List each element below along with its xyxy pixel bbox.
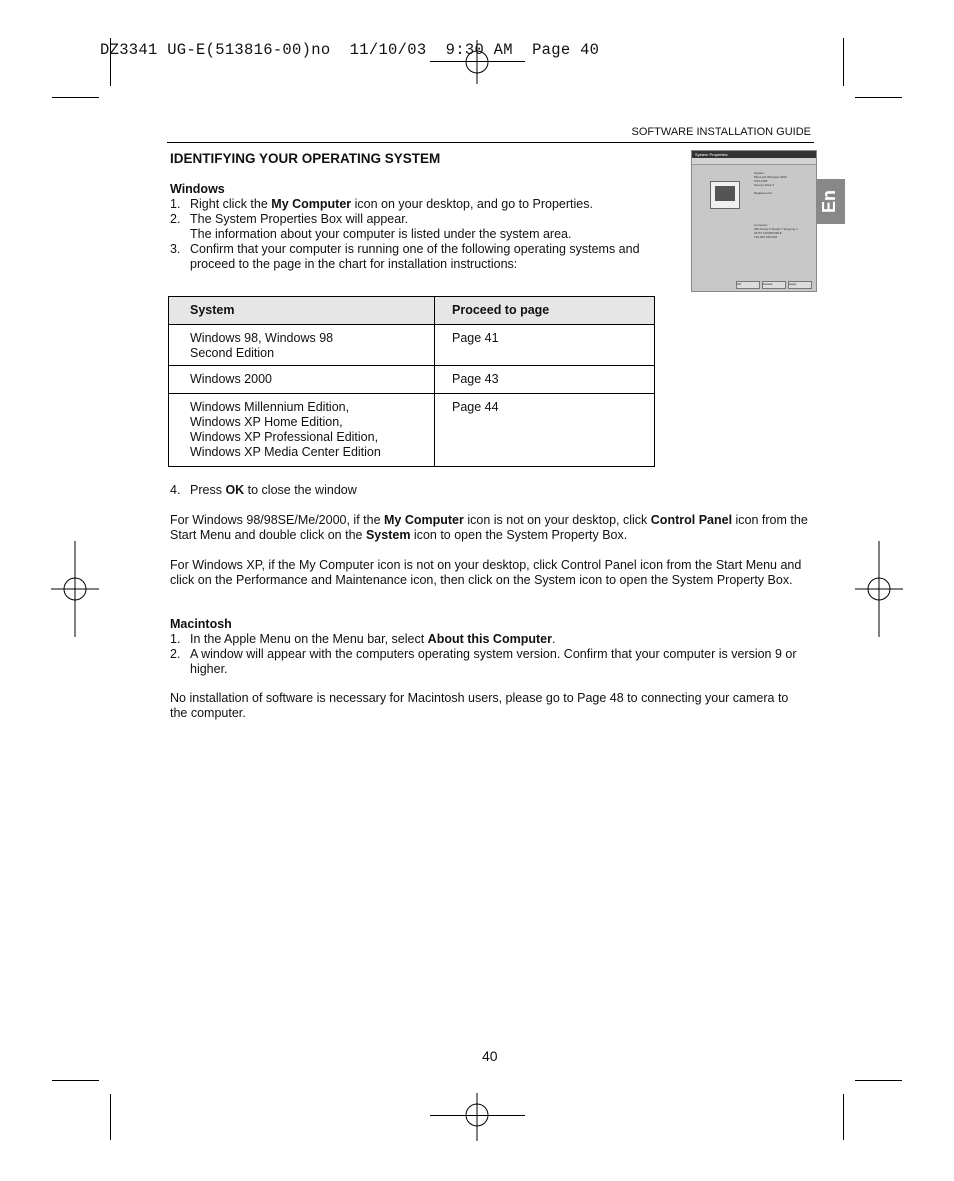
dialog-system-info: System: Microsoft Windows 2000 5.00.2195 Service Pack 3 Registered to: (754, 171, 787, 195)
windows-heading: Windows (170, 182, 225, 196)
table-row: Windows 98, Windows 98 Second Edition Page 41 (169, 325, 655, 366)
dialog-ok-button: OK (736, 281, 760, 289)
section-header: SOFTWARE INSTALLATION GUIDE (631, 126, 811, 138)
page-number: 40 (482, 1048, 498, 1064)
list-item: 2. The System Properties Box will appear. The information about your computer is listed under the system area. (170, 212, 572, 241)
registration-mark-icon (51, 541, 99, 637)
column-header: System (169, 297, 435, 325)
list-item: 1. In the Apple Menu on the Menu bar, select About this Computer. (170, 632, 556, 646)
list-item: 2. A window will appear with the computers operating system version. Confirm that your computer is version 9 or higher. (170, 647, 797, 676)
dialog-computer-info: Computer: x86 Family 6 Model 7 Stepping 3 AT/AT COMPATIBLE 130,032 KB RAM (754, 223, 798, 239)
os-table (168, 296, 655, 467)
system-properties-screenshot (691, 150, 817, 292)
print-slug: DZ3341 UG-E(513816-00)no 11/10/03 9:30 AM Page 40 (100, 41, 600, 59)
dialog-title: System Properties (692, 151, 816, 158)
page-title: IDENTIFYING YOUR OPERATING SYSTEM (170, 151, 441, 166)
table-header-row (169, 297, 655, 325)
macintosh-section (170, 617, 815, 677)
language-tab (814, 179, 845, 224)
dialog-apply-button: Apply (788, 281, 812, 289)
registration-mark-icon (464, 1093, 490, 1141)
computer-icon (710, 181, 740, 209)
list-item: 3. Confirm that your computer is running one of the following operating systems and proceed to the page in the chart for installation instructions: (170, 242, 640, 271)
paragraph-macintosh-note: No installation of software is necessary for Macintosh users, please go to Page 48 to connecting your camera to the computer. (170, 691, 789, 720)
language-tab-label: En (818, 189, 839, 214)
table-row: Windows 2000 Page 43 (169, 366, 655, 394)
header-rule (167, 142, 814, 143)
dialog-cancel-button: Cancel (762, 281, 786, 289)
table-row: Windows Millennium Edition, Windows XP Home Edition, Windows XP Professional Edition, Windows XP Media Center Edition Page 44 (169, 394, 655, 467)
registration-mark-icon (855, 541, 903, 637)
paragraph-control-panel: For Windows 98/98SE/Me/2000, if the My Computer icon is not on your desktop, click Control Panel icon from the Start Menu and double click on the System icon to open the System Property Box. (170, 513, 808, 542)
dialog-tabs (692, 158, 816, 165)
paragraph-windows-xp: For Windows XP, if the My Computer icon is not on your desktop, click Control Panel icon from the Start Menu and click on the Performance and Maintenance icon, then click on the System icon to open the System Property Box. (170, 558, 802, 587)
macintosh-heading: Macintosh (170, 617, 232, 631)
windows-section (170, 182, 665, 272)
step-4 (170, 483, 357, 498)
column-header: Proceed to page (435, 297, 655, 325)
list-item: 1. Right click the My Computer icon on your desktop, and go to Properties. (170, 197, 593, 211)
list-item: 4. Press OK to close the window (170, 483, 357, 497)
